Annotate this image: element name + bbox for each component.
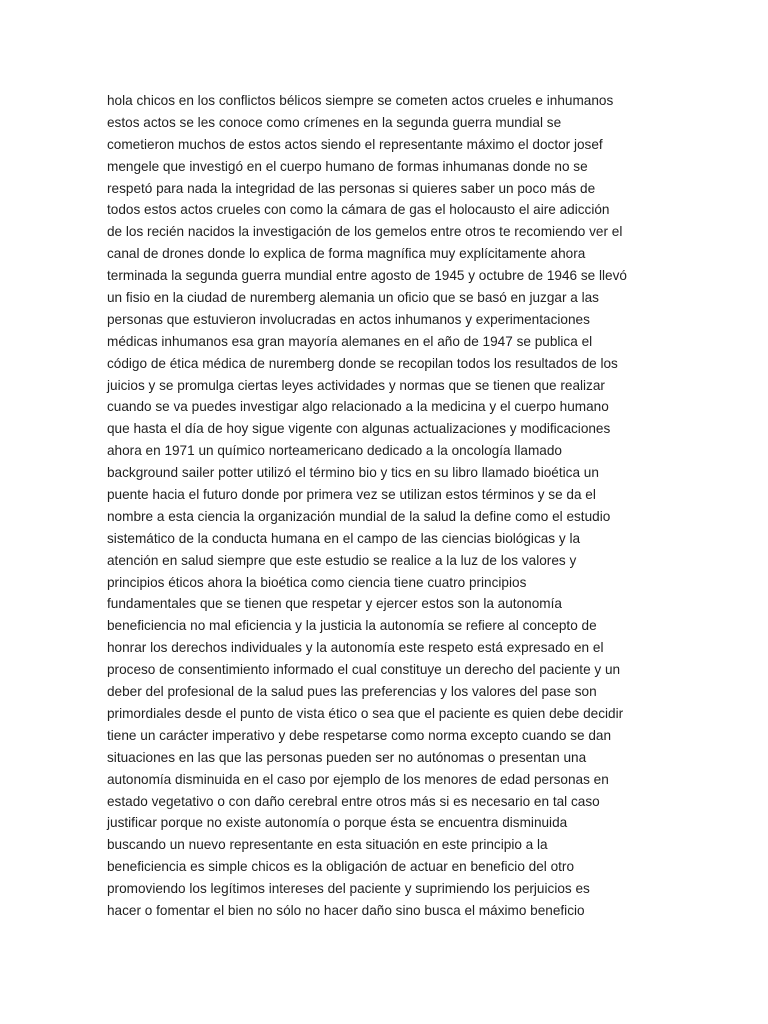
text-line: fundamentales que se tienen que respetar y ejercer estos son la autonomía [107,596,562,612]
text-line: autonomía disminuida en el caso por ejemplo de los menores de edad personas en [107,771,609,787]
text-line: estos actos se les conoce como crímenes en la segunda guerra mundial se [107,114,562,130]
text-line: ahora en 1971 un químico norteamericano dedicado a la oncología llamado [107,443,562,459]
text-line: tiene un carácter imperativo y debe respetarse como norma excepto cuando se dan [107,727,612,743]
text-line: un fisio en la ciudad de nuremberg alemania un oficio que se basó en juzgar a las [107,290,599,306]
text-line: nombre a esta ciencia la organización mundial de la salud la define como el estudio [107,508,611,524]
text-line: beneficiencia no mal eficiencia y la justicia la autonomía se refiere al concepto de [107,618,597,634]
text-line: promoviendo los legítimos intereses del paciente y suprimiendo los perjuicios es [107,881,590,897]
text-line: buscando un nuevo representante en esta situación en este principio a la [107,837,548,853]
text-line: atención en salud siempre que este estudio se realice a la luz de los valores y [107,552,577,568]
text-line: primordiales desde el punto de vista ético o sea que el paciente es quien debe decidir [107,705,624,721]
text-line: cometieron muchos de estos actos siendo el representante máximo el doctor josef [107,136,603,152]
text-line: sistemático de la conducta humana en el campo de las ciencias biológicas y la [107,530,581,546]
text-line: todos estos actos crueles con como la cámara de gas el holocausto el aire adicción [107,202,610,218]
text-line: proceso de consentimiento informado el cual constituye un derecho del paciente y un [107,662,621,678]
text-line: cuando se va puedes investigar algo relacionado a la medicina y el cuerpo humano [107,399,609,415]
text-line: hacer o fomentar el bien no sólo no hacer daño sino busca el máximo beneficio [107,902,585,918]
text-line: puente hacia el futuro donde por primera vez se utilizan estos términos y se da el [107,487,596,503]
text-line: terminada la segunda guerra mundial entre agosto de 1945 y octubre de 1946 se llevó [107,268,627,284]
text-line: de los recién nacidos la investigación de los gemelos entre otros te recomiendo ver el [107,224,623,240]
text-line: mengele que investigó en el cuerpo humano de formas inhumanas donde no se [107,158,588,174]
text-line: juicios y se promulga ciertas leyes actividades y normas que se tienen que realizar [107,377,605,393]
text-line: deber del profesional de la salud pues las preferencias y los valores del pase son [107,684,597,700]
text-line: médicas inhumanos esa gran mayoría alemanes en el año de 1947 se publica el [107,333,593,349]
text-line: hola chicos en los conflictos bélicos siempre se cometen actos crueles e inhumanos [107,93,614,108]
text-line: código de ética médica de nuremberg donde se recopilan todos los resultados de los [107,355,618,371]
text-line: que hasta el día de hoy sigue vigente con algunas actualizaciones y modificaciones [107,421,611,437]
text-line: personas que estuvieron involucradas en actos inhumanos y experimentaciones [107,311,590,327]
text-line: background sailer potter utilizó el término bio y tics en su libro llamado bioética un [107,465,599,481]
text-line: respetó para nada la integridad de las personas si quieres saber un poco más de [107,180,596,196]
text-line: beneficiencia es simple chicos es la obligación de actuar en beneficio del otro [107,859,574,875]
text-line: estado vegetativo o con daño cerebral entre otros más si es necesario en tal caso [107,793,600,809]
text-line: justificar porque no existe autonomía o porque ésta se encuentra disminuida [107,815,568,831]
text-line: principios éticos ahora la bioética como ciencia tiene cuatro principios [107,574,527,590]
text-line: canal de drones donde lo explica de forma magnífica muy explícitamente ahora [107,246,586,262]
text-line: situaciones en las que las personas pueden ser no autónomas o presentan una [107,749,587,765]
document-body-text [107,90,667,922]
text-line: honrar los derechos individuales y la autonomía este respeto está expresado en el [107,640,604,656]
